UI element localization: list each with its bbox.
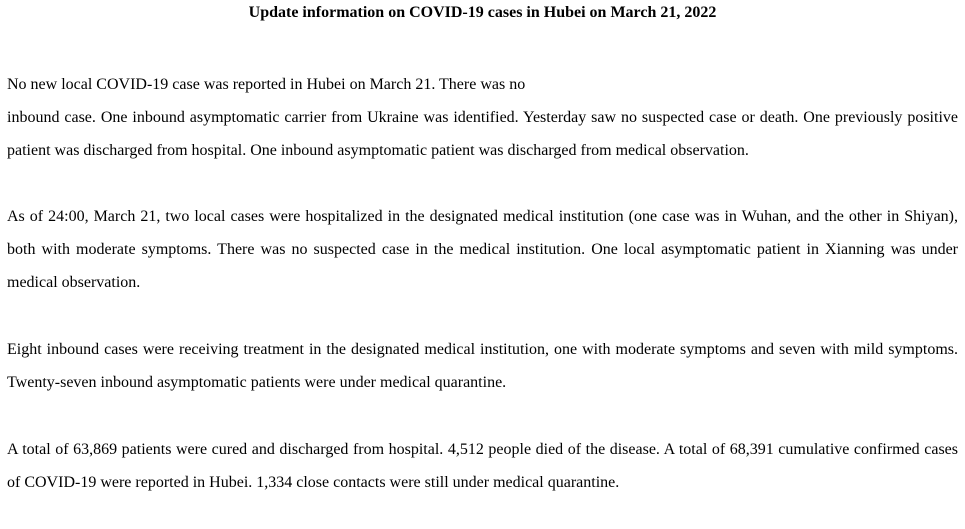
paragraph-cumulative-totals: A total of 63,869 patients were cured and discharged from hospital. 4,512 people died of the disease. A total of 68,391 cumulative confirmed cases of COVID-19 were reported in Hubei. 1,334 close contacts were still under medical quarantine. xyxy=(7,441,958,491)
paragraph-continuation: inbound case. One inbound asymptomatic carrier from Ukraine was identified. Yesterday saw no suspected case or death. One previously positive patient was discharged from hospital. One inbound asymptomatic patient was discharged from medical observation. xyxy=(7,109,958,159)
paragraph-inbound-treatment: Eight inbound cases were receiving treatment in the designated medical institution, one with moderate symptoms and seven with mild symptoms. Twenty-seven inbound asymptomatic patients were under medical quarantine. xyxy=(7,341,958,391)
document-title: Update information on COVID-19 cases in Hubei on March 21, 2022 xyxy=(248,4,717,21)
paragraph-hospitalized: As of 24:00, March 21, two local cases were hospitalized in the designated medical institution (one case was in Wuhan, and the other in Shiyan), both with moderate symptoms. There was no suspected case in the medical institution. One local asymptomatic patient in Xianning was under medical observation. xyxy=(7,208,958,291)
paragraph-first-line: No new local COVID-19 case was reported in Hubei on March 21. There was no xyxy=(7,76,526,93)
paragraph-local-cases xyxy=(7,68,958,167)
